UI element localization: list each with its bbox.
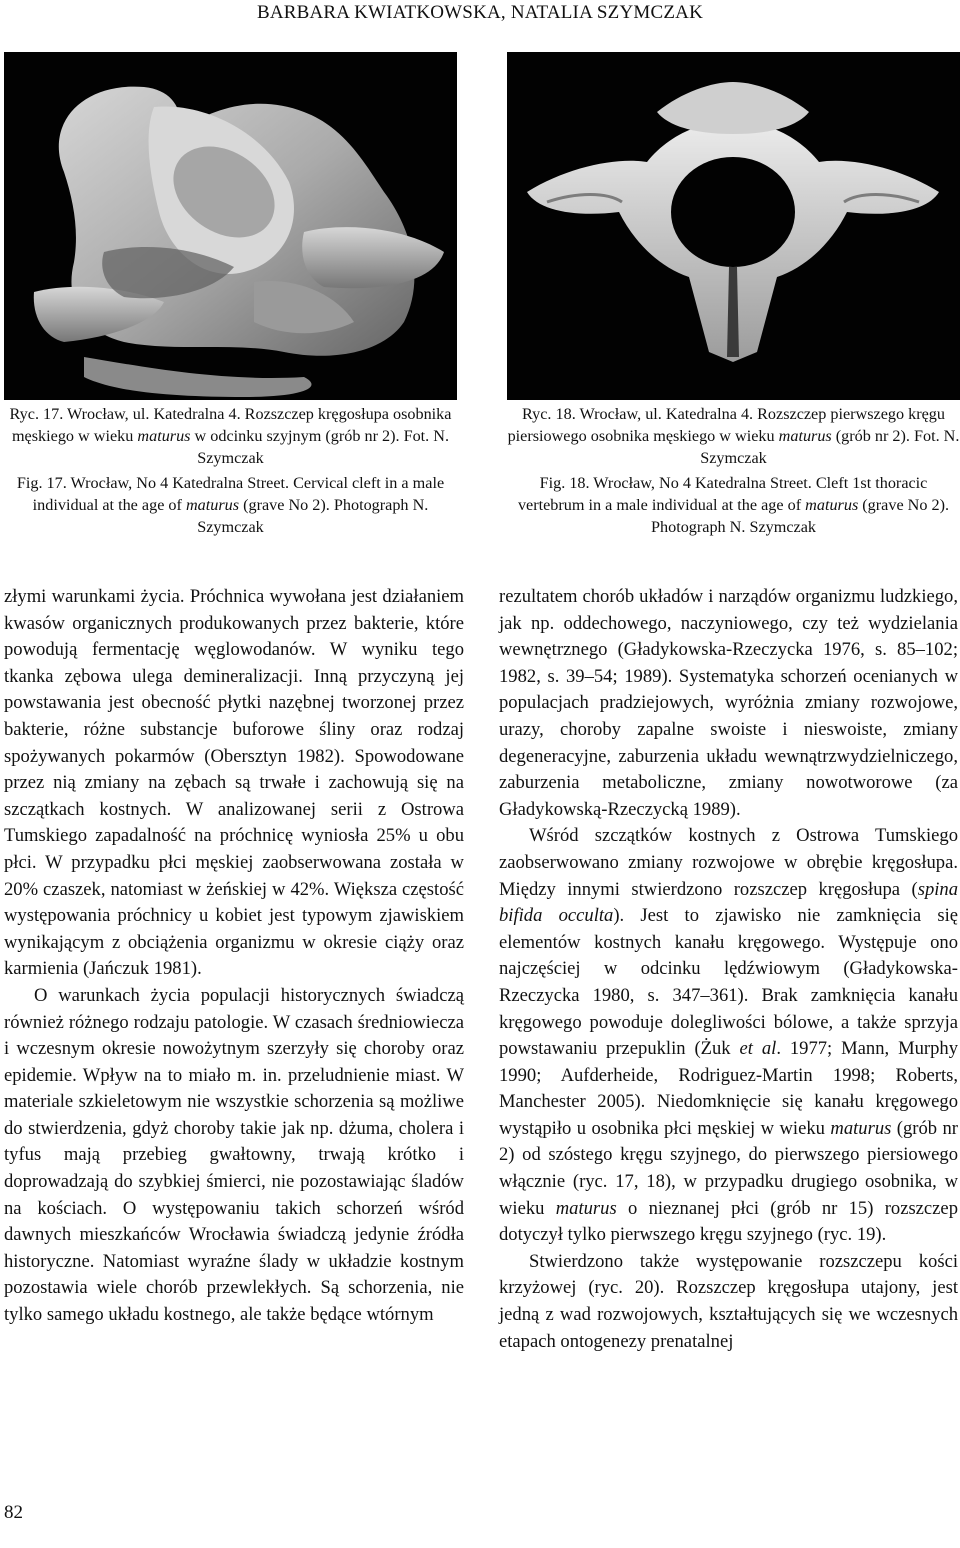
text-run: Ryc. 18. Wrocław, ul. Katedralna 4. Rozszczep pierwszego kręgu piersiowego osobnika męskiego w wieku [507, 405, 945, 445]
body-column-left [4, 584, 464, 1329]
text-run: złymi warunkami życia. Próchnica wywołana jest działaniem kwasów organicznych produkowanych przez bakterie, które powodują fermentację węglowodanów. W wyniku tego tkanka zębowa ulega demineralizacji. Inną przyczyną jej powstawania jest obecność płytki nazębnej tworzonej przez bakterie, różne substancje buforowe śliny oraz rodzaj spożywanych pokarmów (Obersztyn 1982). Spowodowane przez nią zmiany na zębach są trwałe i zachowują się na szczątkach kostnych. W analizowanej serii z Ostrowa Tumskiego zapadalność na próchnicę wyniosła 25% u obu płci. W przypadku płci męskiej zaobserwowana została w 20% czaszek, natomiast w żeńskiej w 42%. Większa częstość występowania próchnicy u kobiet jest typowym zjawiskiem wynikającym z obciążenia organizmu w okresie ciąży oraz karmienia (Jańczuk 1981). [4, 586, 464, 980]
figure-18-caption [507, 404, 960, 539]
figure-17-caption-english [4, 473, 457, 538]
paragraph [499, 1249, 958, 1355]
italic-text: maturus [830, 1117, 892, 1139]
page-number: 82 [4, 1502, 23, 1523]
text-run: (grób nr 2). Fot. N. Szymczak [700, 426, 960, 467]
body-column-right [499, 584, 958, 1355]
text-run: o nieznanej płci (grób nr 15) rozszczep dotyczył tylko pierwszego kręgu szyjnego (ryc. 19). [499, 1197, 958, 1246]
text-run: Stwierdzono także występowanie rozszczepu kości krzyżowej (ryc. 20). Rozszczep kręgosłupa utajony, jest jedną z wad rozwojowych, kształtujących się we wczesnych etapach ontogenezy prenatalnej [499, 1250, 958, 1352]
figure-18-caption-polish [507, 404, 960, 469]
figure-18-photo [507, 52, 960, 400]
cervical-vertebrae-image [4, 52, 457, 400]
text-run: (grave No 2). Photograph N. Szymczak [651, 496, 950, 536]
text-run: w odcinku szyjnym (grób nr 2). Fot. N. Szymczak [190, 426, 450, 467]
paragraph [4, 983, 464, 1329]
italic-text: et al [739, 1038, 777, 1060]
running-head: BARBARA KWIATKOWSKA, NATALIA SZYMCZAK [256, 2, 704, 23]
text-run: Fig. 17. Wrocław, No 4 Katedralna Street. Cervical cleft in a male individual at the age of [16, 474, 445, 515]
paragraph [499, 823, 958, 1249]
text-run: Fig. 18. Wrocław, No 4 Katedralna Street. Cleft 1st thoracic vertebrum in a male individual at the age of [517, 474, 928, 515]
paragraph [4, 584, 464, 983]
text-run: . 1977; Mann, Murphy 1990; Aufderheide, Rodriguez-Martin 1998; Roberts, Manchester 2005). Niedomknięcie się kanału kręgowego wystąpiło u osobnika płci męskiej w wieku [499, 1038, 958, 1139]
text-run: (grób nr 2) od szóstego kręgu szyjnego, do pierwszego piersiowego włącznie (ryc. 17, 18), w przypadku drugiego osobnika, w wieku [499, 1117, 958, 1219]
figure-18-caption-english [507, 473, 960, 538]
italic-text: spina bifida occulta [499, 878, 958, 927]
text-run: Wśród szczątków kostnych z Ostrowa Tumskiego zaobserwowano zmiany rozwojowe w obrębie kręgosłupa. Między innymi stwierdzono rozszczep kręgosłupa ( [499, 825, 958, 900]
thoracic-vertebra-image [507, 52, 960, 400]
italic-text: maturus [185, 496, 240, 515]
text-run: O warunkach życia populacji historycznych świadczą również różnego rodzaju patologie. W czasach średniowiecza i wczesnym okresie nowożytnym szerzyły się choroby oraz epidemie. Wpływ na to miało m. in. przeludnienie miast. W materiale szkieletowym nie wszystkie schorzenia są możliwe do stwierdzenia, gdyż choroby takie jak np. dżuma, cholera i tyfus mają przebieg gwałtowny, trwają krótko i doprowadzają do szybkiej śmierci, nie pozostawiając śladów na kościach. O występowaniu takich schorzeń wśród dawnych mieszkańców Wrocławia świadczą jedynie źródła historyczne. Natomiast wyraźne ślady w układzie kostnym pozostawia wiele chorób przewlekłych. Są schorzenia, nie tylko samego układu kostnego, ale także będące wtórnym [4, 984, 464, 1326]
text-run: rezultatem chorób układów i narządów organizmu ludzkiego, jak np. oddechowego, naczyniowego, czy też wydzielania wewnętrznego (Gładykowska-Rzeczycka 1976, s. 85–102; 1982, s. 39–54; 1989). Systematyka schorzeń ocenianych w populacjach pradziejowych, wyróżnia zmiany rozwojowe, urazy, choroby zapalne swoiste i nieswoiste, zmiany degeneracyjne, zaburzenia układu wewnątrzwydzielniczego, zaburzenia metaboliczne, zmiany nowotworowe (za Gładykowską-Rzeczycką 1989). [499, 586, 958, 820]
text-run: (grave No 2). Photograph N. Szymczak [197, 496, 429, 536]
text-run: ). Jest to zjawisko nie zamknięcia się elementów kostnych kanału kręgowego. Występuje ono najczęściej w odcinku lędźwiowym (Gładykowska-Rzeczycka 1980, s. 347–361). Brak zamknięcia kanału kręgowego powoduje dolegliwości bólowe, a także sprzyja powstawaniu przepuklin (Żuk [499, 905, 959, 1060]
figure-17-photo [4, 52, 457, 400]
italic-text: maturus [805, 496, 859, 515]
italic-text: maturus [778, 426, 832, 445]
italic-text: maturus [555, 1197, 617, 1219]
figure-17-caption-polish [4, 404, 457, 469]
italic-text: maturus [137, 426, 191, 445]
text-run: Ryc. 17. Wrocław, ul. Katedralna 4. Rozszczep kręgosłupa osobnika męskiego w wieku [9, 405, 452, 445]
figure-17-caption [4, 404, 457, 539]
paragraph [499, 584, 958, 823]
